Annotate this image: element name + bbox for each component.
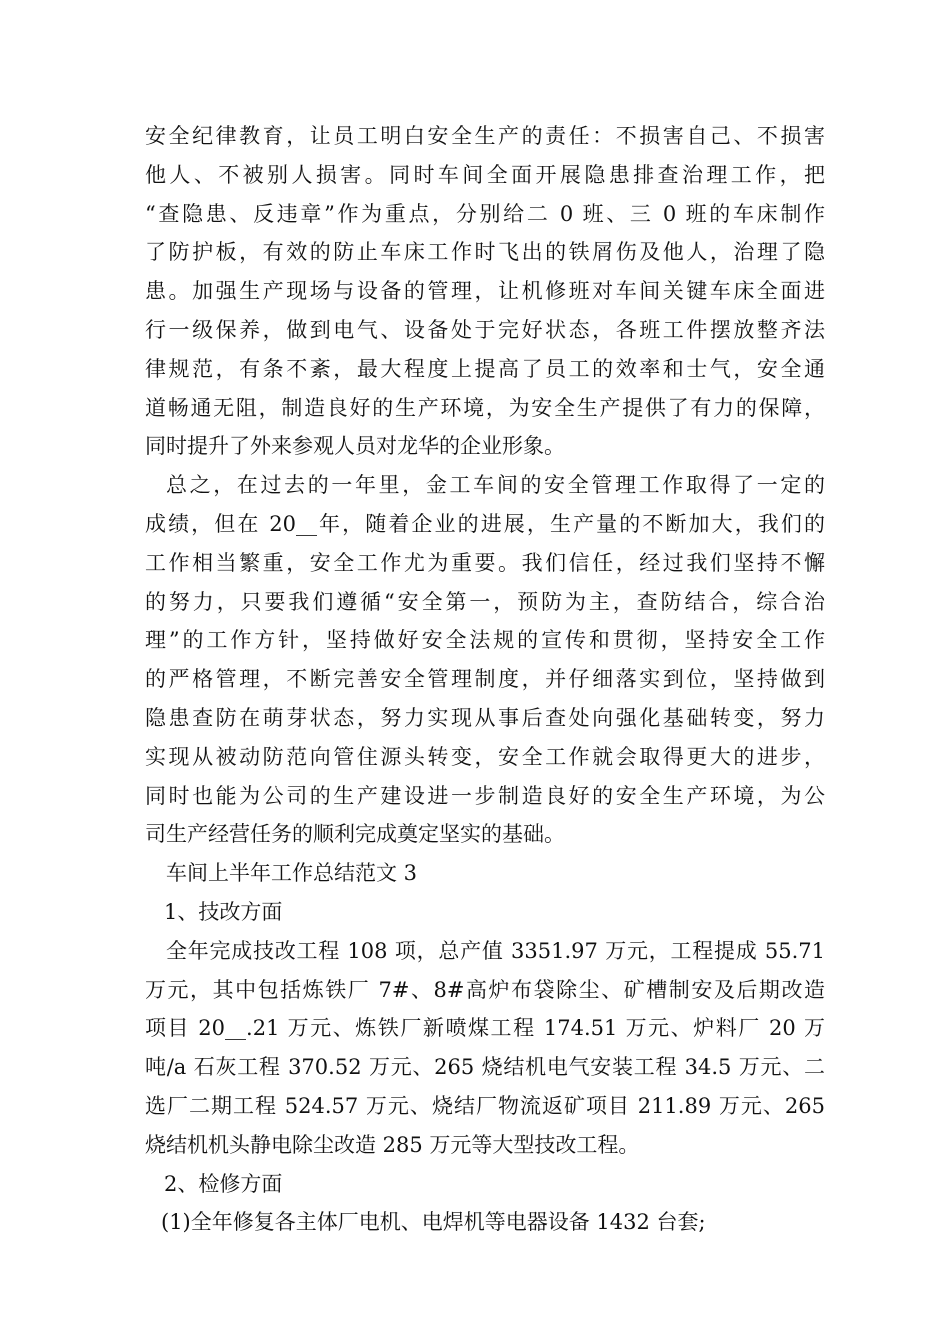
heading-line: 车间上半年工作总结范文 3 xyxy=(166,861,418,886)
text-line: 烧结机机头静电除尘改造 285 万元等大型技改工程。 xyxy=(145,1132,640,1157)
list-item xyxy=(145,1203,825,1242)
text-line: 吨/a 石灰工程 370.52 万元、265 烧结机电气安装工程 34.5 万元、二 xyxy=(145,1055,825,1080)
subheading-maintenance xyxy=(145,1165,825,1204)
subheading-line: 2、检修方面 xyxy=(164,1171,283,1196)
text-line: (1)全年修复各主体厂电机、电焊机等电器设备 1432 台套; xyxy=(161,1210,706,1235)
text-line: 实现从被动防范向管住源头转变，安全工作就会取得更大的进步， xyxy=(145,744,825,769)
text-line: 成绩，但在 20__年，随着企业的进展，生产量的不断加大，我们的 xyxy=(145,511,825,536)
text-line: 同时也能为公司的生产建设进一步制造良好的安全生产环境，为公 xyxy=(145,783,825,808)
document-body xyxy=(145,117,825,1242)
text-line: “查隐患、反违章”作为重点，分别给二 0 班、三 0 班的车床制作 xyxy=(145,201,825,226)
text-line: 万元，其中包括炼铁厂 7#、8#高炉布袋除尘、矿槽制安及后期改造 xyxy=(145,977,825,1002)
paragraph-tech-reform xyxy=(145,932,825,1165)
text-line: 全年完成技改工程 108 项，总产值 3351.97 万元，工程提成 55.71 xyxy=(166,938,825,963)
paragraph-summary xyxy=(145,466,825,854)
section-heading xyxy=(145,854,825,893)
text-line: 他人、不被别人损害。同时车间全面开展隐患排查治理工作，把 xyxy=(145,162,825,187)
text-line: 道畅通无阻，制造良好的生产环境，为安全生产提供了有力的保障， xyxy=(145,395,825,420)
text-line: 行一级保养，做到电气、设备处于完好状态，各班工件摆放整齐法 xyxy=(145,317,825,342)
text-line: 理”的工作方针，坚持做好安全法规的宣传和贯彻，坚持安全工作 xyxy=(145,628,825,653)
text-line: 安全纪律教育，让员工明白安全生产的责任：不损害自己、不损害 xyxy=(145,124,825,148)
subheading-tech-reform xyxy=(145,893,825,932)
text-line: 律规范，有条不紊，最大程度上提高了员工的效率和士气，安全通 xyxy=(145,356,825,381)
text-line: 的努力，只要我们遵循“安全第一，预防为主，查防结合，综合治 xyxy=(145,589,825,614)
text-line: 总之，在过去的一年里，金工车间的安全管理工作取得了一定的 xyxy=(166,473,825,498)
text-line: 隐患查防在萌芽状态，努力实现从事后查处向强化基础转变，努力 xyxy=(145,705,825,730)
text-line: 项目 20__.21 万元、炼铁厂新喷煤工程 174.51 万元、炉料厂 20 万 xyxy=(145,1016,825,1041)
text-line: 选厂二期工程 524.57 万元、烧结厂物流返矿项目 211.89 万元、265 xyxy=(145,1093,825,1118)
text-line: 工作相当繁重，安全工作尤为重要。我们信任，经过我们坚持不懈 xyxy=(145,550,825,575)
subheading-line: 1、技改方面 xyxy=(164,899,283,924)
text-line: 同时提升了外来参观人员对龙华的企业形象。 xyxy=(145,434,565,459)
text-line: 的严格管理，不断完善安全管理制度，并仔细落实到位，坚持做到 xyxy=(145,667,825,692)
paragraph-safety-education xyxy=(145,117,825,466)
text-line: 患。加强生产现场与设备的管理，让机修班对车间关键车床全面进 xyxy=(145,279,825,304)
text-line: 了防护板，有效的防止车床工作时飞出的铁屑伤及他人，治理了隐 xyxy=(145,240,825,265)
text-line: 司生产经营任务的顺利完成奠定坚实的基础。 xyxy=(145,822,565,847)
